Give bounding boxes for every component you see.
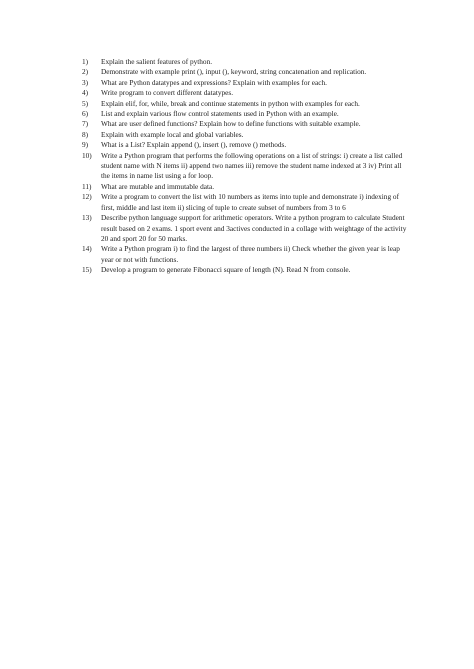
question-number: 15) — [82, 265, 92, 275]
question-text: Write a program to convert the list with 10 numbers as items into tuple and demonstrate i) indexing of first, middle and last item ii) slicing of tuple to create subset of numbers from 3 to 6 — [101, 192, 399, 212]
question-item — [82, 192, 412, 213]
question-item — [82, 213, 412, 244]
question-text: Develop a program to generate Fibonacci square of length (N). Read N from console. — [101, 265, 351, 275]
question-text: Write a Python program that performs the following operations on a list of strings: i) create a list called student name with N items ii) append two names iii) remove the student name indexed at 3 iv) Print all the items in name list using a for loop. — [101, 150, 403, 181]
question-item — [82, 78, 412, 88]
question-item — [82, 265, 412, 275]
question-item — [82, 109, 412, 119]
question-number: 6) — [82, 109, 89, 119]
question-number: 10) — [82, 150, 92, 160]
question-text: Write program to convert different datatypes. — [101, 88, 234, 98]
question-number: 2) — [82, 67, 89, 77]
question-number: 9) — [82, 140, 89, 150]
question-item — [82, 119, 412, 129]
question-text: What are mutable and immutable data. — [101, 181, 215, 191]
question-item — [82, 140, 412, 150]
question-item — [82, 88, 412, 98]
question-text: Write a Python program i) to find the largest of three numbers ii) Check whether the given year is leap year or not with functions. — [101, 244, 400, 264]
question-number: 1) — [82, 57, 89, 66]
question-item — [82, 182, 412, 192]
question-item — [82, 57, 412, 67]
question-text: Describe python language support for arithmetic operators. Write a python program to calculate Student result based on 2 exams. 1 sport event and 3actives conducted in a collage with weightage of the activity 20 and sport 20 for 50 marks. — [101, 213, 407, 243]
question-item — [82, 244, 412, 265]
question-text: Explain the salient features of python. — [101, 57, 213, 66]
question-item — [82, 99, 412, 109]
question-number: 12) — [82, 192, 92, 202]
question-text: Demonstrate with example print (), input (), keyword, string concatenation and replication. — [101, 67, 367, 77]
question-text: Explain with example local and global variables. — [101, 129, 244, 139]
question-item — [82, 67, 412, 77]
question-number: 14) — [82, 244, 92, 254]
question-text: What is a List? Explain append (), insert (), remove () methods. — [101, 140, 287, 150]
question-number: 13) — [82, 213, 92, 223]
question-text: List and explain various flow control statements used in Python with an example. — [101, 109, 339, 119]
question-item — [82, 130, 412, 140]
question-number: 5) — [82, 98, 89, 108]
question-text: What are Python datatypes and expressions? Explain with examples for each. — [101, 77, 327, 87]
question-item — [82, 151, 412, 182]
question-text: What are user defined functions? Explain how to define functions with suitable example. — [101, 119, 361, 129]
question-list — [82, 57, 412, 276]
question-number: 4) — [82, 88, 89, 98]
question-number: 11) — [82, 181, 92, 191]
question-text: Explain elif, for, while, break and continue statements in python with examples for each. — [101, 98, 360, 108]
question-number: 7) — [82, 119, 89, 129]
question-number: 8) — [82, 129, 89, 139]
question-number: 3) — [82, 77, 89, 87]
